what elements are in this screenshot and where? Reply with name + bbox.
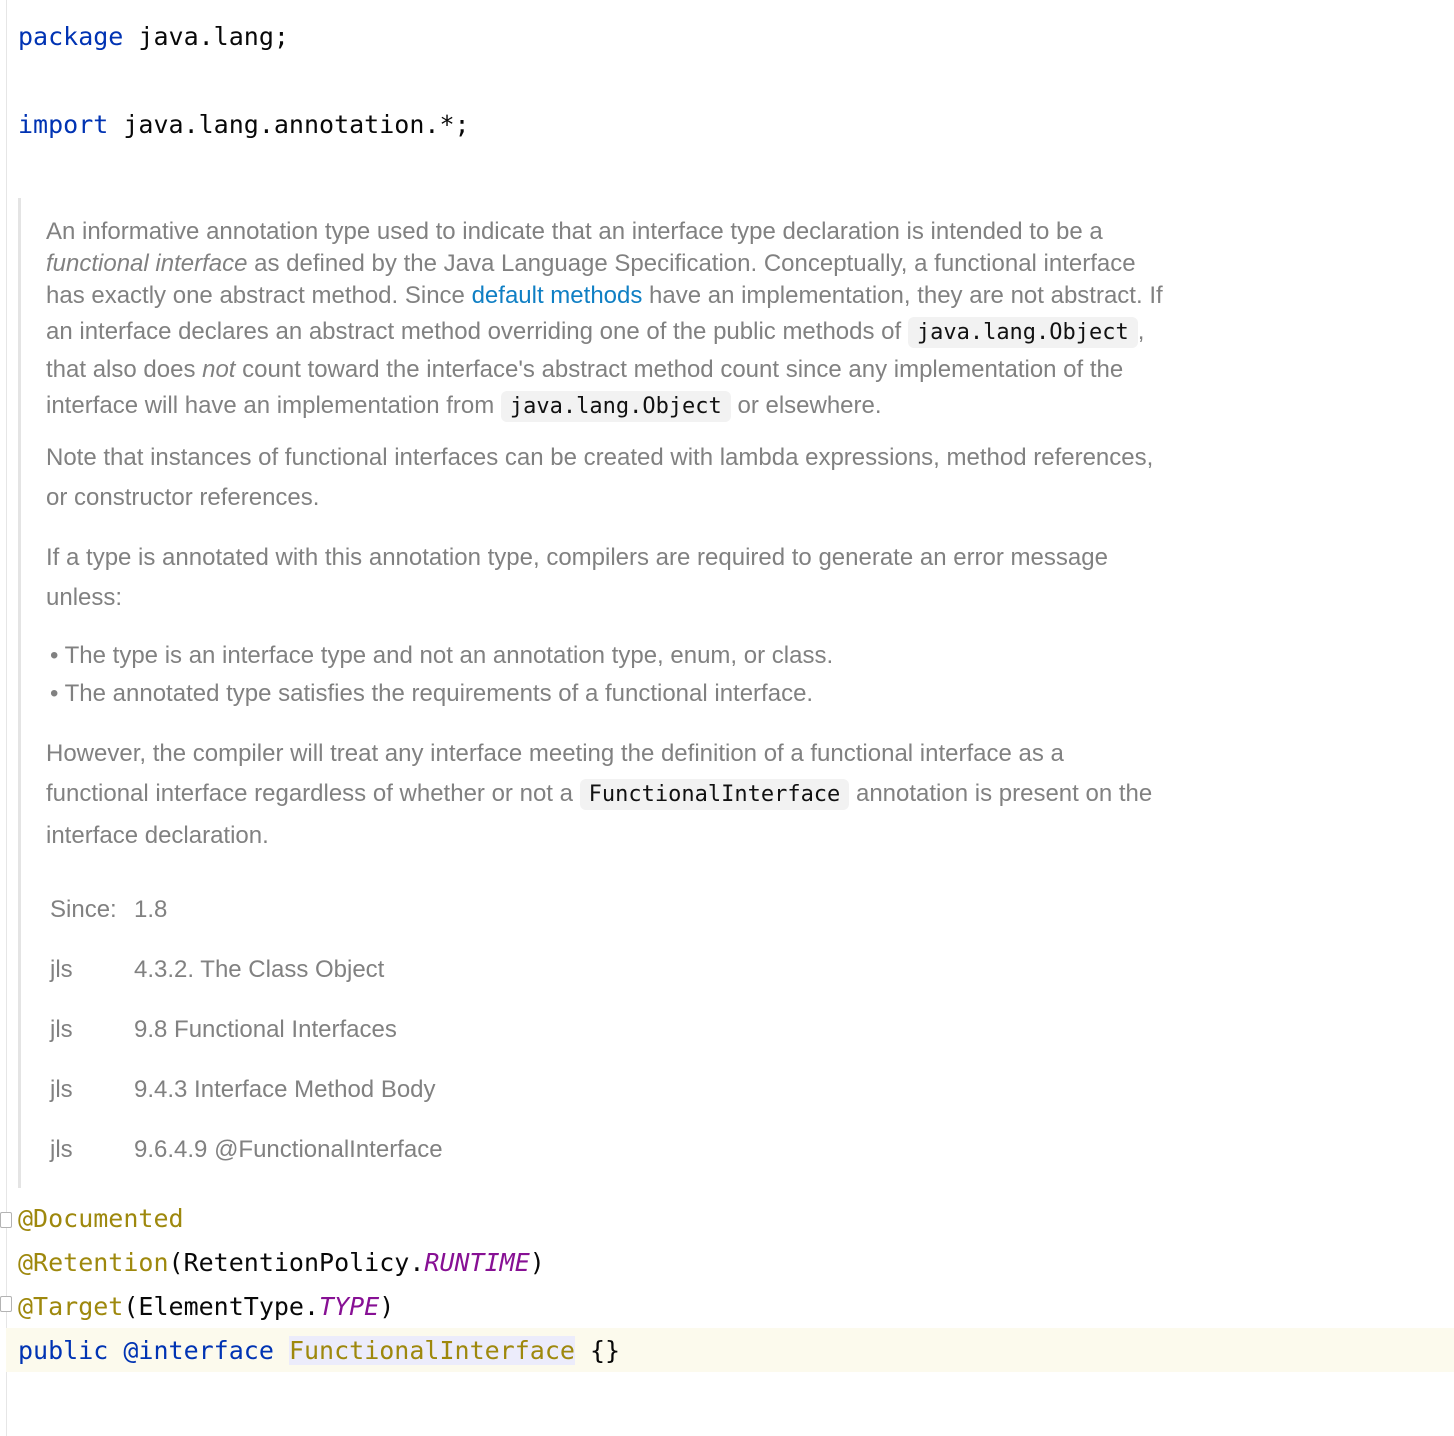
annotation-retention: @Retention <box>18 1248 169 1277</box>
jls-value: 9.4.3 Interface Method Body <box>134 1076 436 1103</box>
bullet-glyph: • <box>50 642 59 669</box>
fold-marker-icon[interactable] <box>0 1212 12 1228</box>
jls-value: 9.6.4.9 @FunctionalInterface <box>134 1136 443 1163</box>
jls-label: jls <box>50 1136 73 1163</box>
code-text: (RetentionPolicy. <box>168 1248 425 1277</box>
doc-text: as defined by the Java Language Specification. Conceptually, a functional interface <box>247 250 1136 277</box>
constant-type: TYPE <box>319 1292 380 1321</box>
default-methods-link[interactable]: default methods <box>471 282 643 309</box>
import-name: java.lang.annotation.*; <box>108 110 470 139</box>
fold-marker-icon[interactable] <box>0 1296 12 1312</box>
since-label: Since: <box>50 896 117 923</box>
jls-value: 4.3.2. The Class Object <box>134 956 385 983</box>
doc-p4-line2 <box>46 780 1152 808</box>
code-line-import[interactable] <box>18 108 470 142</box>
since-value: 1.8 <box>134 896 168 923</box>
jls-label: jls <box>50 1016 73 1043</box>
doc-text: or elsewhere. <box>730 392 882 419</box>
constant-runtime: RUNTIME <box>424 1248 530 1277</box>
doc-p2-line1: Note that instances of functional interfaces can be created with lambda expressions, method references, <box>46 444 1154 471</box>
code-line-target[interactable] <box>18 1290 394 1324</box>
doc-bullet-item <box>50 642 833 670</box>
doc-bullet-item <box>50 680 813 708</box>
doc-p2-line2: or constructor references. <box>46 484 320 511</box>
type-name-functionalinterface[interactable]: FunctionalInterface <box>288 1336 575 1365</box>
jls-label: jls <box>50 1076 73 1103</box>
code-line-declaration[interactable] <box>18 1334 620 1368</box>
doc-p1-line4 <box>46 318 1144 346</box>
doc-p4-line1: However, the compiler will treat any interface meeting the definition of a functional interface as a <box>46 740 1064 767</box>
doc-emphasis: functional interface <box>46 250 248 277</box>
doc-text: an interface declares an abstract method overriding one of the public methods of <box>46 318 908 345</box>
doc-text: , <box>1137 318 1145 345</box>
doc-text: that also does <box>46 356 203 383</box>
doc-p1-line6 <box>46 392 882 420</box>
code-line-documented[interactable] <box>18 1202 184 1236</box>
jls-label: jls <box>50 956 73 983</box>
bullet-text: The type is an interface type and not an annotation type, enum, or class. <box>64 642 834 669</box>
doc-text: annotation is present on the <box>849 780 1153 807</box>
doc-text: count toward the interface's abstract method count since any implementation of the <box>235 356 1124 383</box>
bullet-glyph: • <box>50 680 59 707</box>
bullet-text: The annotated type satisfies the requirements of a functional interface. <box>64 680 814 707</box>
code-text: ) <box>529 1248 545 1277</box>
doc-p1-line2 <box>46 250 1136 278</box>
keyword-package: package <box>18 22 124 51</box>
package-name: java.lang; <box>123 22 289 51</box>
code-text: {} <box>574 1336 621 1365</box>
inline-code-object: java.lang.Object <box>908 317 1138 348</box>
doc-text: An informative annotation type used to indicate that an interface type declaration is intended to be a <box>46 218 1103 245</box>
jls-value: 9.8 Functional Interfaces <box>134 1016 397 1043</box>
inline-code-functionalinterface: FunctionalInterface <box>580 779 850 810</box>
doc-text: functional interface regardless of whether or not a <box>46 780 580 807</box>
code-line-package[interactable] <box>18 20 289 54</box>
doc-p1-line3 <box>46 282 1163 310</box>
annotation-documented: @Documented <box>18 1204 184 1233</box>
code-line-retention[interactable] <box>18 1246 545 1280</box>
keyword-interface: @interface <box>123 1336 274 1365</box>
code-text: ) <box>379 1292 395 1321</box>
doc-text: interface will have an implementation from <box>46 392 501 419</box>
doc-p1-line1 <box>46 218 1103 246</box>
code-text: (ElementType. <box>123 1292 320 1321</box>
annotation-target: @Target <box>18 1292 124 1321</box>
doc-p3-line2: unless: <box>46 584 123 611</box>
doc-emphasis: not <box>202 356 236 383</box>
doc-text: has exactly one abstract method. Since <box>46 282 472 309</box>
doc-text: have an implementation, they are not abstract. If <box>642 282 1163 309</box>
inline-code-object: java.lang.Object <box>501 391 731 422</box>
doc-p3-line1: If a type is annotated with this annotation type, compilers are required to generate an error message <box>46 544 1108 571</box>
keyword-import: import <box>18 110 109 139</box>
keyword-public: public <box>18 1336 109 1365</box>
doc-p1-line5 <box>46 356 1123 384</box>
doc-p4-line3: interface declaration. <box>46 822 269 849</box>
